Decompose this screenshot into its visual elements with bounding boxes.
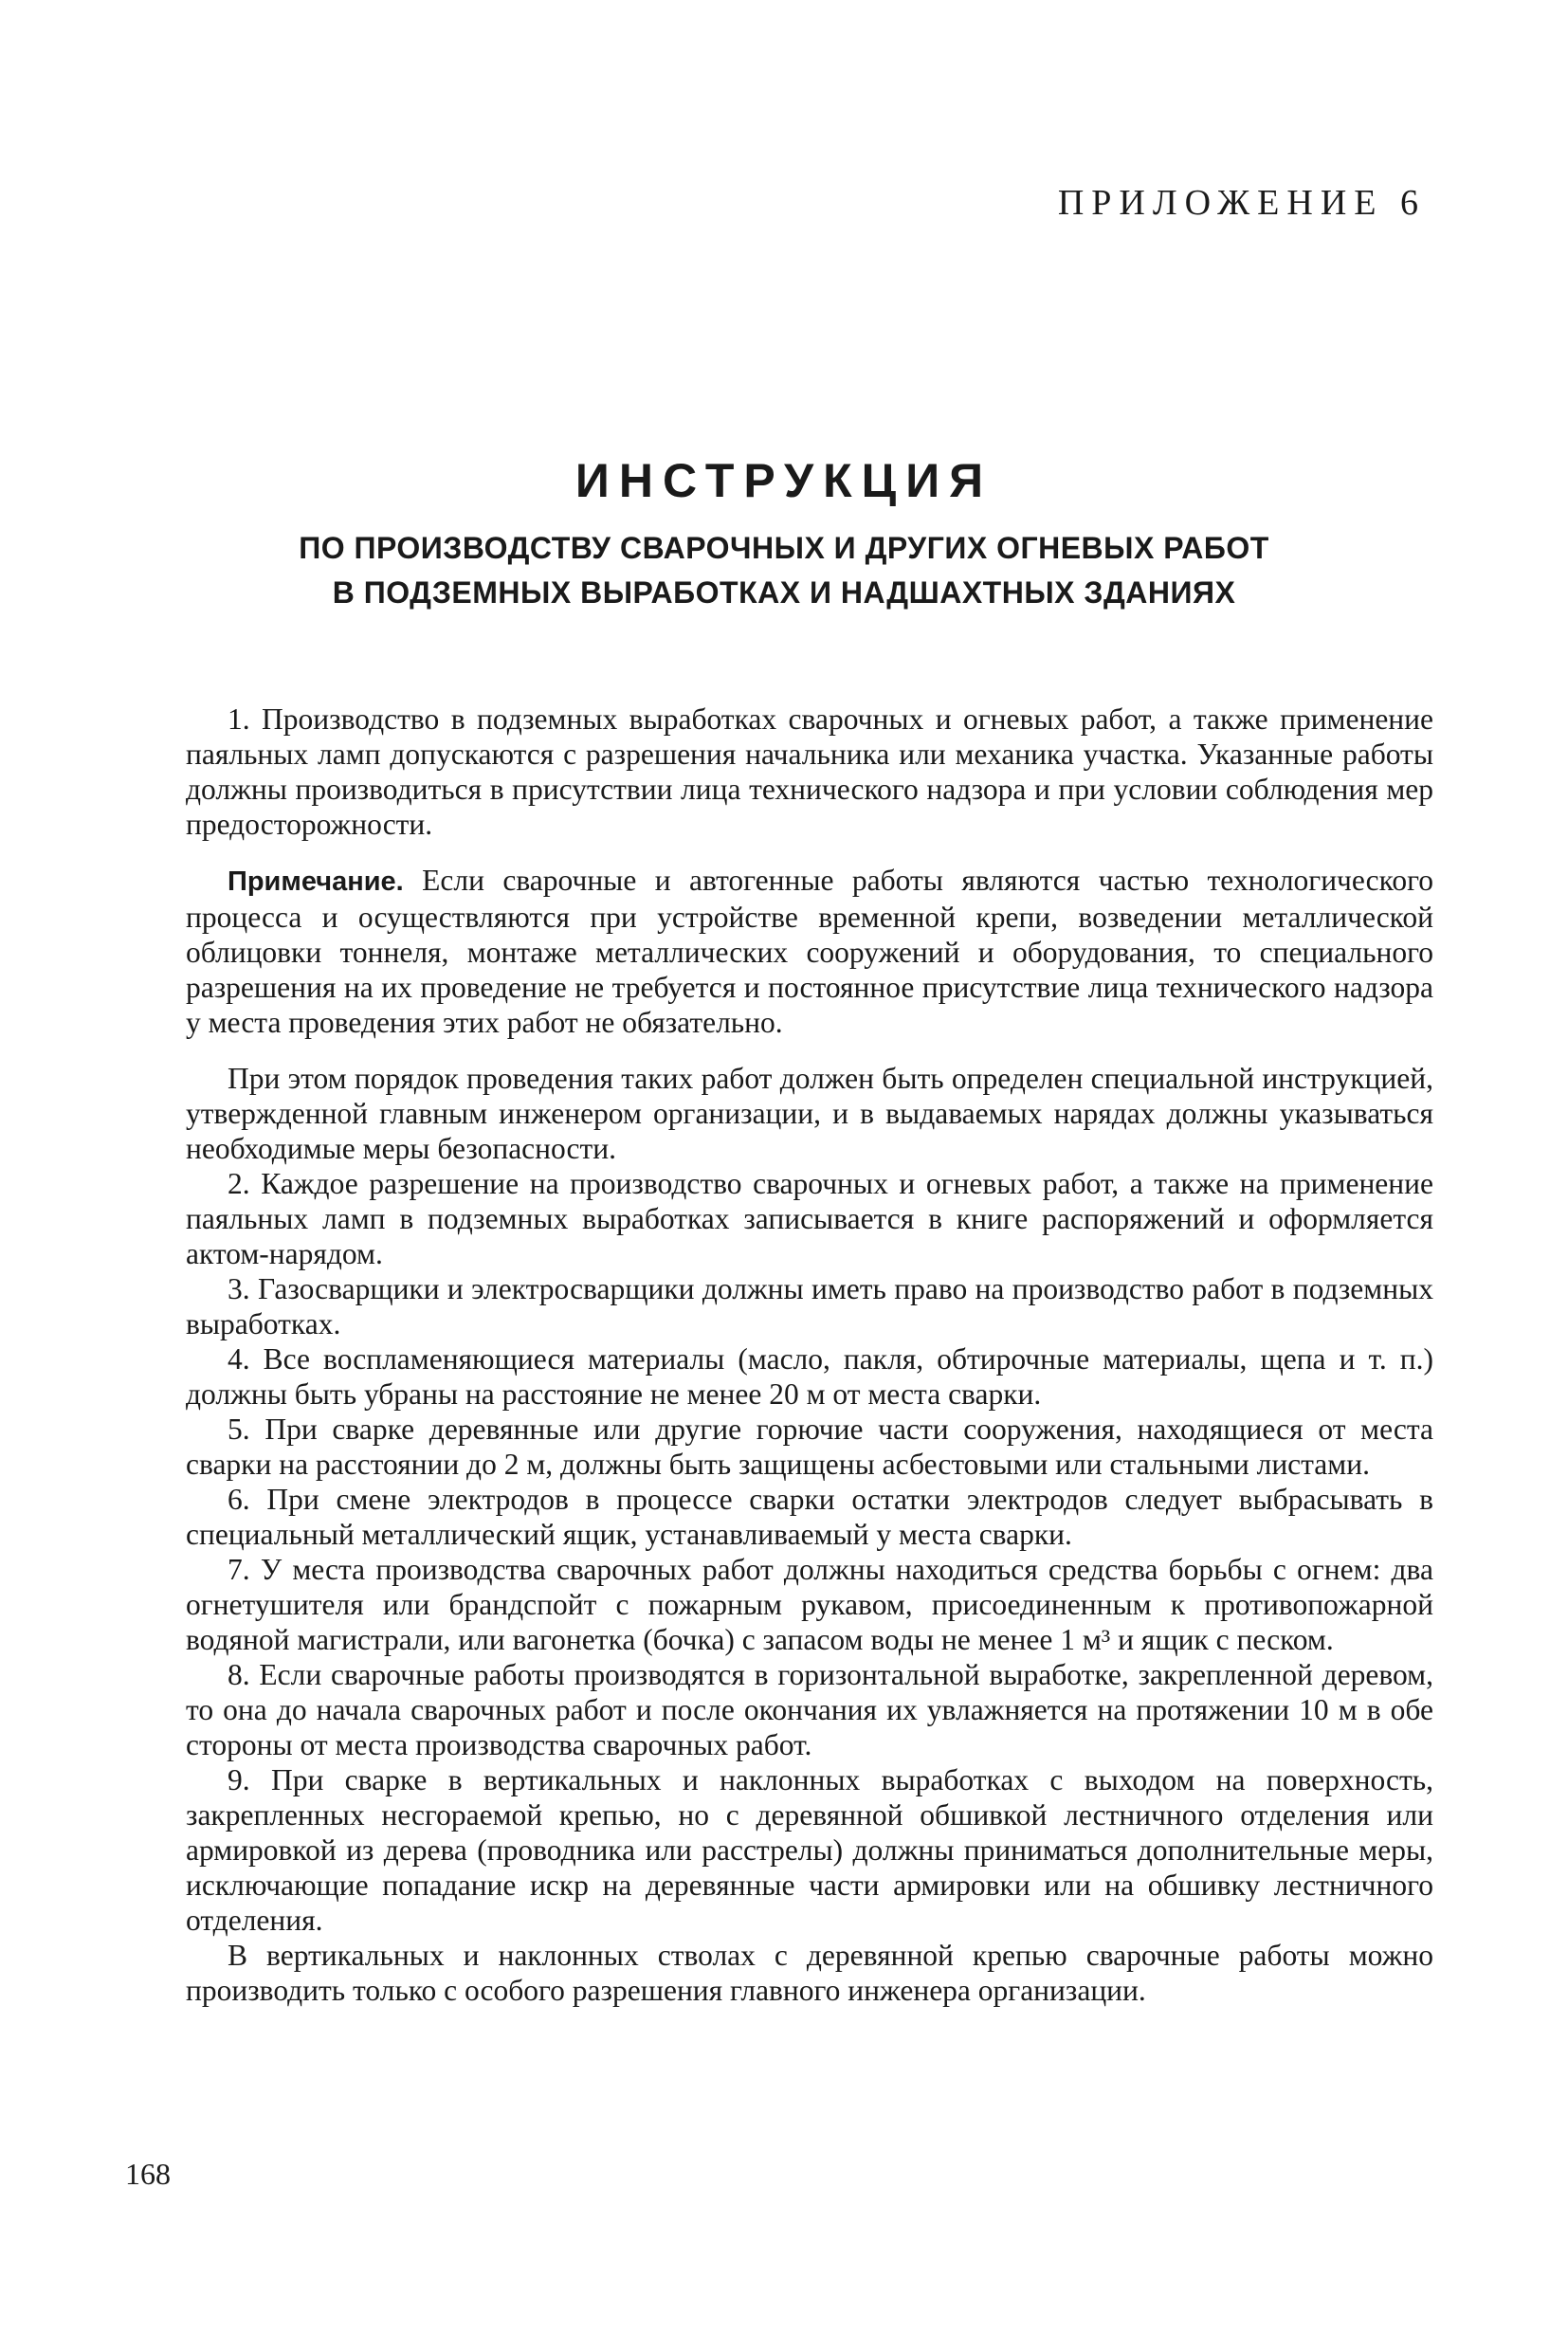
paragraph-4: 4. Все воспламеняющиеся материалы (масло, пакля, обтирочные материалы, щепа и т. п.) должны быть убраны на расстояние не менее 20 м от места сварки. [186,1342,1433,1411]
document-subtitle-line-1: ПО ПРОИЗВОДСТВУ СВАРОЧНЫХ И ДРУГИХ ОГНЕВЫХ РАБОТ [299,531,1269,565]
document-title: ИНСТРУКЦИЯ [574,454,994,507]
note-label: Примечание. [228,866,404,897]
paragraph-6: 6. При смене электродов в процессе сварки остатки электродов следует выбрасывать в специальный металлический ящик, устанавливаемый у места сварки. [186,1483,1433,1551]
paragraph-9: 9. При сварке в вертикальных и наклонных выработках с выходом на поверхность, закрепленных несгораемой крепью, но с деревянной обшивкой лестничного отделения или армировкой из дерева (проводника или расстрелы) должны приниматься дополнительные меры, исключающие попадание искр на деревянные части армировки или на обшивку лестничного отделения. [186,1763,1433,1937]
appendix-label: ПРИЛОЖЕНИЕ 6 [1057,183,1426,223]
paragraph-2: 2. Каждое разрешение на производство сварочных и огневых работ, а также на применение паяльных ламп в подземных выработках записывается в книге распоряжений и оформляется актом-нарядом. [186,1167,1433,1270]
paragraph-5: 5. При сварке деревянные или другие горючие части сооружения, находящиеся от места сварки на расстоянии до 2 м, должны быть защищены асбестовыми или стальными листами. [186,1413,1433,1481]
note-continuation: При этом порядок проведения таких работ должен быть определен специальной инструкцией, утвержденной главным инженером организации, и в выдаваемых нарядах должны указываться необходимые меры безопасности. [186,1062,1433,1165]
paragraph-7: 7. У места производства сварочных работ должны находиться средства борьбы с огнем: два огнетушителя или брандспойт с пожарным рукавом, присоединенным к противопожарной водяной магистрали, или вагонетка (бочка) с запасом воды не менее 1 м³ и ящик с песком. [186,1553,1433,1656]
paragraph-3: 3. Газосварщики и электросварщики должны иметь право на производство работ в подземных выработках. [186,1272,1433,1340]
note-text: Если сварочные и автогенные работы являются частью технологического процесса и осуществляются при устройстве временной крепи, возведении металлической облицовки тоннеля, монтаже металлических сооружений и оборудования, то специального разрешения на их проведение не требуется и постоянное присутствие лица технического надзора у места проведения этих работ не обязательно. [186,864,1433,1039]
paragraph-1: 1. Производство в подземных выработках сварочных и огневых работ, а также применение паяльных ламп допускаются с разрешения начальника или механика участка. Указанные работы должны производиться в присутствии лица технического надзора и при условии соблюдения мер предосторожности. [186,702,1433,841]
document-subtitle-line-2: В ПОДЗЕМНЫХ ВЫРАБОТКАХ И НАДШАХТНЫХ ЗДАНИЯХ [332,575,1236,610]
note-paragraph [186,863,1433,1040]
paragraph-8: 8. Если сварочные работы производятся в горизонтальной выработке, закрепленной деревом, то она до начала сварочных работ и после окончания их увлажняется на протяжении 10 м в обе стороны от места производства сварочных работ. [186,1658,1433,1761]
paragraph-9-continuation: В вертикальных и наклонных стволах с деревянной крепью сварочные работы можно производить только с особого разрешения главного инженера организации. [186,1939,1433,2007]
instruction-body [186,702,1433,2008]
page-number: 168 [125,2157,171,2191]
